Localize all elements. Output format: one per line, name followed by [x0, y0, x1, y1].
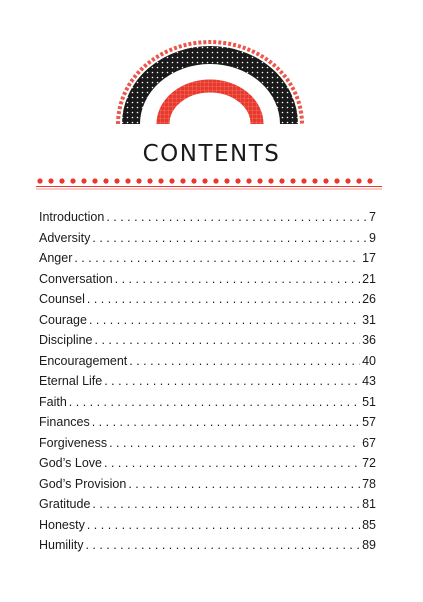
toc-entry-title: Forgiveness — [39, 435, 108, 450]
toc-entry-title: Counsel — [39, 292, 85, 306]
toc-dot-leader — [87, 515, 360, 536]
toc-dot-leader — [104, 453, 360, 474]
toc-entry[interactable] — [39, 474, 376, 495]
divider-dot — [147, 178, 152, 183]
divider-dot — [70, 178, 75, 183]
toc-entry[interactable] — [39, 515, 376, 536]
toc-page-number: 17 — [362, 251, 376, 265]
divider-dot — [191, 178, 196, 183]
toc-entry[interactable] — [39, 351, 376, 372]
toc-entry[interactable] — [39, 207, 376, 228]
toc-dot-leader — [89, 310, 360, 331]
toc-entry-title: Encouragement — [39, 353, 128, 368]
toc-entry-title: Conversation — [39, 271, 113, 286]
toc-entry[interactable] — [39, 228, 376, 249]
toc-dot-leader — [85, 535, 360, 556]
toc-dot-leader — [92, 228, 367, 249]
toc-entry-title: Faith — [39, 394, 67, 409]
rainbow-arch-illustration — [100, 30, 320, 142]
divider-dot — [158, 178, 163, 183]
toc-entry[interactable] — [39, 330, 376, 351]
toc-entry-title: Humility — [39, 538, 84, 552]
toc-page-number: 31 — [362, 312, 376, 327]
divider-dot — [334, 178, 339, 183]
toc-dot-leader — [92, 412, 360, 433]
divider-dot — [356, 178, 361, 183]
toc-entry[interactable] — [39, 371, 376, 392]
divider-dot — [235, 178, 240, 183]
toc-dot-leader — [95, 330, 361, 351]
toc-entry-title: God’s Love — [39, 456, 103, 470]
toc-page-number: 7 — [369, 210, 376, 224]
divider-dot — [136, 178, 141, 183]
toc-page-number: 67 — [362, 435, 376, 450]
toc-dot-leader — [74, 248, 360, 269]
table-of-contents — [39, 207, 376, 556]
toc-entry[interactable] — [39, 453, 376, 474]
toc-page-number: 9 — [369, 230, 376, 245]
divider-dot — [345, 178, 350, 183]
divider-dot — [92, 178, 97, 183]
toc-entry[interactable] — [39, 289, 376, 310]
divider-dot — [125, 178, 130, 183]
toc-dot-leader — [109, 433, 360, 454]
divider-dot — [180, 178, 185, 183]
divider-dot — [224, 178, 229, 183]
toc-dot-leader — [106, 207, 367, 228]
toc-page-number: 57 — [362, 415, 376, 429]
toc-entry-title: Discipline — [39, 333, 93, 347]
toc-page-number: 40 — [362, 353, 376, 368]
divider-dot — [114, 178, 119, 183]
toc-dot-leader — [87, 289, 360, 310]
toc-entry[interactable] — [39, 392, 376, 413]
toc-page-number: 21 — [362, 271, 376, 286]
toc-dot-leader — [69, 392, 360, 413]
divider-dot — [312, 178, 317, 183]
toc-entry[interactable] — [39, 494, 376, 515]
toc-page-number: 51 — [362, 394, 376, 409]
toc-dot-leader — [115, 269, 360, 290]
divider-dot — [81, 178, 86, 183]
toc-entry[interactable] — [39, 433, 376, 454]
divider-dot — [367, 178, 372, 183]
toc-entry[interactable] — [39, 248, 376, 269]
toc-page-number: 81 — [362, 497, 376, 511]
divider-dot — [48, 178, 53, 183]
toc-page-number: 26 — [362, 292, 376, 306]
toc-dot-leader — [104, 371, 360, 392]
toc-entry[interactable] — [39, 269, 376, 290]
divider-dot — [202, 178, 207, 183]
toc-entry[interactable] — [39, 412, 376, 433]
toc-page-number: 85 — [362, 517, 376, 532]
toc-entry-title: Anger — [39, 251, 73, 265]
toc-dot-leader — [129, 351, 360, 372]
toc-entry-title: Finances — [39, 415, 90, 429]
divider-dot — [257, 178, 262, 183]
page-title: CONTENTS — [142, 141, 281, 167]
toc-entry[interactable] — [39, 535, 376, 556]
toc-entry-title: Gratitude — [39, 497, 91, 511]
toc-entry-title: Eternal Life — [39, 374, 103, 388]
toc-entry-title: God’s Provision — [39, 476, 127, 491]
rainbow-red-band-grid — [163, 86, 257, 124]
toc-dot-leader — [92, 494, 360, 515]
toc-entry-title: Courage — [39, 312, 87, 327]
divider-dot — [290, 178, 295, 183]
toc-entry-title: Introduction — [39, 210, 105, 224]
divider-dot — [59, 178, 64, 183]
divider-dot — [37, 178, 42, 183]
toc-entry[interactable] — [39, 310, 376, 331]
toc-dot-leader — [128, 474, 360, 495]
red-dotted-line-divider — [36, 176, 382, 192]
divider-dot — [323, 178, 328, 183]
divider-dot — [301, 178, 306, 183]
toc-page-number: 72 — [362, 456, 376, 470]
toc-entry-title: Honesty — [39, 517, 85, 532]
toc-page-number: 36 — [362, 333, 376, 347]
toc-page-number: 43 — [362, 374, 376, 388]
divider-dot — [246, 178, 251, 183]
divider-dot — [103, 178, 108, 183]
divider-dots — [37, 178, 372, 183]
divider-dot — [169, 178, 174, 183]
toc-entry-title: Adversity — [39, 230, 91, 245]
toc-page-number: 78 — [362, 476, 376, 491]
divider-dot — [279, 178, 284, 183]
divider-dot — [268, 178, 273, 183]
divider-dot — [213, 178, 218, 183]
toc-page-number: 89 — [362, 538, 376, 552]
